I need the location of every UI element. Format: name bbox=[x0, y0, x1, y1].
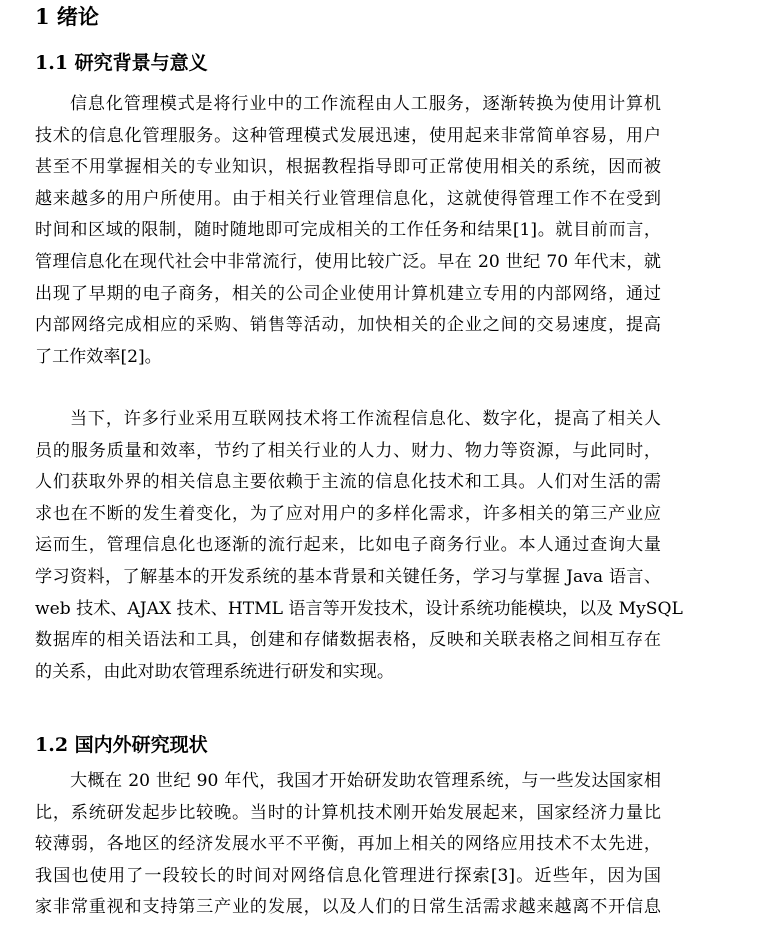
text-line: 员的服务质量和效率，节约了相关行业的人力、财力、物力等资源，与此同时， bbox=[35, 440, 661, 461]
text-line: 内部网络完成相应的采购、销售等活动，加快相关的企业之间的交易速度，提高 bbox=[35, 315, 661, 336]
text-line: 甚至不用掌握相关的专业知识，根据教程指导即可正常使用相关的系统，因而被 bbox=[35, 157, 661, 178]
text-line: 数据库的相关语法和工具，创建和存储数据表格，反映和关联表格之间相互存在 bbox=[35, 630, 661, 651]
text-line: web 技术、AJAX 技术、HTML 语言等开发技术，设计系统功能模块，以及 MySQL bbox=[35, 598, 683, 619]
text-line: 大概在 20 世纪 90 年代，我国才开始研发助农管理系统，与一些发达国家相 bbox=[70, 771, 661, 791]
text-line: 运而生，管理信息化也逐渐的流行起来，比如电子商务行业。本人通过查询大量 bbox=[35, 535, 661, 556]
text-line: 人们获取外界的相关信息主要依赖于主流的信息化技术和工具。人们对生活的需 bbox=[35, 472, 661, 493]
text-line: 了工作效率[2]。 bbox=[35, 346, 162, 367]
paragraph-background-1 bbox=[35, 89, 661, 373]
text-line: 当下，许多行业采用互联网技术将工作流程信息化、数字化，提高了相关人 bbox=[70, 409, 661, 429]
paragraph-background-2 bbox=[35, 404, 683, 688]
text-line: 管理信息化在现代社会中非常流行，使用比较广泛。早在 20 世纪 70 年代末，就 bbox=[35, 251, 661, 272]
text-line: 比，系统研发起步比较晚。当时的计算机技术刚开始发展起来，国家经济力量比 bbox=[35, 802, 661, 823]
paragraph-research-status bbox=[35, 766, 661, 924]
text-line: 出现了早期的电子商务，相关的公司企业使用计算机建立专用的内部网络，通过 bbox=[35, 283, 661, 304]
text-line: 越来越多的用户所使用。由于相关行业管理信息化，这就使得管理工作不在受到 bbox=[35, 188, 661, 209]
text-line: 时间和区域的限制，随时随地即可完成相关的工作任务和结果[1]。就目前而言， bbox=[35, 220, 661, 241]
chapter-heading: 1 绪论 bbox=[35, 4, 99, 29]
text-line: 家非常重视和支持第三产业的发展，以及人们的日常生活需求越来越离不开信息 bbox=[35, 897, 661, 918]
section-heading-1-2: 1.2 国内外研究现状 bbox=[35, 734, 208, 756]
text-line: 技术的信息化管理服务。这种管理模式发展迅速，使用起来非常简单容易，用户 bbox=[35, 125, 661, 146]
text-line: 求也在不断的发生着变化，为了应对用户的多样化需求，许多相关的第三产业应 bbox=[35, 503, 661, 524]
text-line: 我国也使用了一段较长的时间对网络信息化管理进行探索[3]。近些年，因为国 bbox=[35, 865, 661, 886]
section-heading-1-1: 1.1 研究背景与意义 bbox=[35, 52, 208, 74]
text-line: 的关系，由此对助农管理系统进行研发和实现。 bbox=[35, 661, 394, 682]
text-line: 信息化管理模式是将行业中的工作流程由人工服务，逐渐转换为使用计算机 bbox=[70, 94, 661, 114]
text-line: 学习资料，了解基本的开发系统的基本背景和关键任务，学习与掌握 Java 语言、 bbox=[35, 566, 661, 587]
text-line: 较薄弱，各地区的经济发展水平不平衡，再加上相关的网络应用技术不太先进， bbox=[35, 834, 661, 855]
